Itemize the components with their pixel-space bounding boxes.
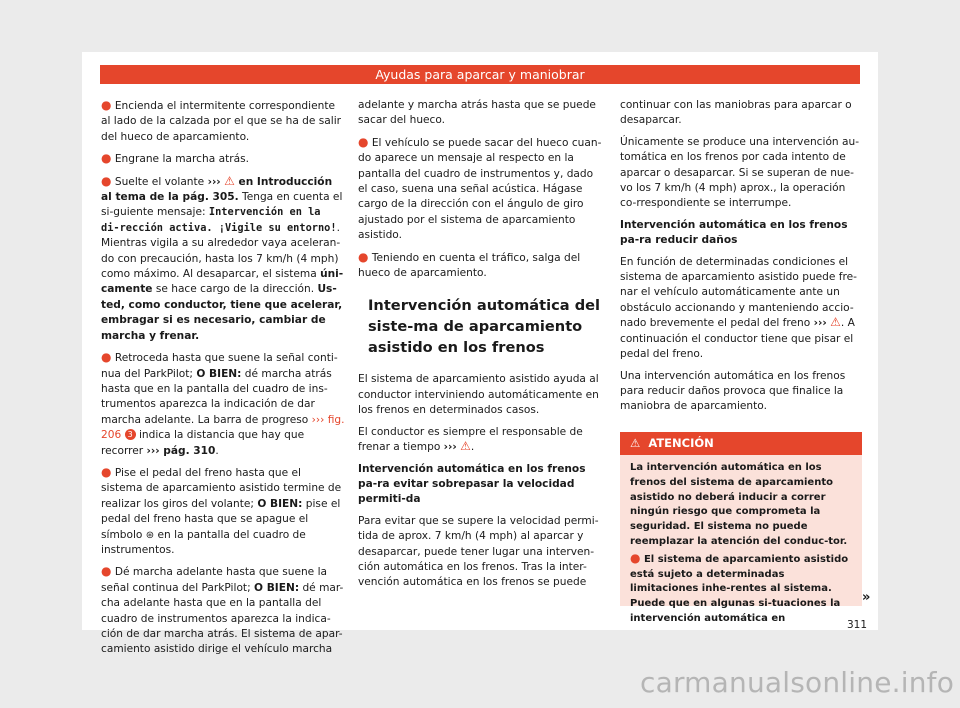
paragraph: El conductor es siempre el responsable de frenar a tiempo ››› ⚠. xyxy=(358,425,583,454)
page-reference[interactable]: ››› pág. 310 xyxy=(146,444,216,457)
attention-paragraph: La intervención automática en los frenos del sistema de aparcamiento asistido no deberá inducir a correr ningún riesgo que comprometa la seguridad. El sistema no puede reemplazar la atención del conduc-tor. xyxy=(630,462,848,547)
steering-assist-symbol-icon: ⊛ xyxy=(145,529,155,541)
callout-number: 3 xyxy=(125,429,136,440)
bullet-icon: ● xyxy=(630,550,641,565)
cross-reference[interactable]: ››› xyxy=(813,317,827,330)
header-title: Ayudas para aparcar y maniobrar xyxy=(375,67,585,82)
cross-reference-text[interactable]: en Introducción al tema de la pág. 305. xyxy=(101,175,333,204)
cross-reference[interactable]: ››› xyxy=(443,441,457,454)
attention-title: ATENCIÓN xyxy=(648,436,714,450)
paragraph: Únicamente se produce una intervención au-tomática en los frenos por cada intento de aparcar o desaparcar. Si se superan de nue-vo los 7 km/h (4 mph) aprox., la operación co-rrespondiente se interrumpe. xyxy=(620,135,860,210)
display-message: Intervención en la di-rección activa. ¡Vigile su entorno! xyxy=(101,206,337,234)
attention-box xyxy=(620,432,862,624)
bullet-paragraph: ● Teniendo en cuenta el tráfico, salga del hueco de aparcamiento. xyxy=(358,249,581,280)
figure-reference[interactable]: ››› fig. 206 xyxy=(101,413,345,442)
bullet-icon: ● xyxy=(101,98,112,112)
bullet-icon: ● xyxy=(101,564,112,579)
paragraph: En función de determinadas condiciones el sistema de aparcamiento asistido puede fre-nar el vehículo automáticamente ante un obstáculo accionando y manteniendo accio-nado brevemente el pedal del freno ››› ⚠. A continuación el conductor tiene que pisar el pedal del freno. xyxy=(620,255,857,361)
column-2 xyxy=(358,98,602,597)
paragraph: continuar con las maniobras para aparcar o desaparcar. xyxy=(620,99,852,127)
section-heading: Intervención automática del siste-ma de aparcamiento asistido en los frenos xyxy=(368,297,601,357)
bullet-paragraph: ● Suelte el volante ››› ⚠ en Introducción al tema de la pág. 305. Tenga en cuenta el si-guiente mensaje: Intervención en la di-rección activa. ¡Vigile su entorno!. Mientras vigila a su alrededor vaya aceleran-do con precaución, hasta los 7 km/h (4 mph) como máximo. Al desaparcar, el sistema úni-camente se hace cargo de la dirección. Us-ted, como conductor, tiene que acelerar, embragar si es necesario, cambiar de marcha y frenar. xyxy=(101,173,344,342)
bullet-paragraph: ● Pise el pedal del freno hasta que el sistema de aparcamiento asistido termine de realizar los giros del volante; O BIEN: pise el pedal del freno hasta que se apague el símbolo ⊛ en la pantalla del cuadro de instrumentos. xyxy=(101,464,342,556)
paragraph: Para evitar que se supere la velocidad permi-tida de aprox. 7 km/h (4 mph) al aparcar y desaparcar, puede tener lugar una interven-ción automática en los frenos. Tras la inter-vención automática en los frenos se puede xyxy=(358,514,599,589)
bullet-icon: ● xyxy=(101,350,112,365)
bullet-icon: ● xyxy=(358,249,369,264)
bullet-icon: ● xyxy=(358,134,369,149)
warning-triangle-icon: ⚠ xyxy=(830,315,841,330)
warning-triangle-icon: ⚠ xyxy=(460,439,471,454)
bullet-icon: ● xyxy=(101,151,112,166)
bullet-icon: ● xyxy=(101,173,112,188)
warning-triangle-icon: ⚠ xyxy=(630,436,641,450)
column-1 xyxy=(101,98,345,658)
bullet-paragraph: ● Engrane la marcha atrás. xyxy=(101,151,249,166)
subheading: Intervención automática en los frenos pa-ra evitar sobrepasar la velocidad permiti-da xyxy=(358,462,586,506)
continue-mark: » xyxy=(862,590,871,605)
bullet-paragraph: ● El vehículo se puede sacar del hueco cuan-do aparece un mensaje al respecto en la pantalla del cuadro de instrumentos y, dado el caso, suena una señal acústica. Hágase cargo de la dirección con el ángulo de giro ajustado por el sistema de aparcamiento asistido. xyxy=(358,134,602,242)
bullet-paragraph: ● Encienda el intermitente correspondiente al lado de la calzada por el que se ha de salir del hueco de aparcamiento. xyxy=(101,98,342,143)
watermark: carmanualsonline.info xyxy=(640,666,955,699)
attention-body xyxy=(620,455,862,627)
bullet-icon: ● xyxy=(101,464,112,479)
cross-reference[interactable]: ››› xyxy=(207,175,221,188)
warning-triangle-icon: ⚠ xyxy=(224,173,235,188)
attention-header xyxy=(620,432,862,455)
column-3 xyxy=(620,98,864,421)
page-header xyxy=(100,65,860,84)
paragraph: El sistema de aparcamiento asistido ayuda al conductor interviniendo automáticamente en los frenos en determinados casos. xyxy=(358,373,599,417)
page-number: 311 xyxy=(847,619,868,631)
paragraph: adelante y marcha atrás hasta que se puede sacar del hueco. xyxy=(358,99,596,127)
paragraph: Una intervención automática en los frenos para reducir daños provoca que finalice la maniobra de aparcamiento. xyxy=(620,369,846,413)
bullet-paragraph: ● Dé marcha adelante hasta que suene la señal continua del ParkPilot; O BIEN: dé mar-cha adelante hasta que en la pantalla del cuadro de instrumentos aparezca la indica-ción de dar marcha atrás. El sistema de apar-camiento asistido dirige el vehículo marcha xyxy=(101,564,344,656)
subheading: Intervención automática en los frenos pa-ra reducir daños xyxy=(620,218,848,247)
bullet-paragraph: ● Retroceda hasta que suene la señal conti-nua del ParkPilot; O BIEN: dé marcha atrás hasta que en la pantalla del cuadro de ins-trumentos aparezca la indicación de dar marcha adelante. La barra de progreso ››› fig. 206 3 indica la distancia que hay que recorrer ››› pág. 310. xyxy=(101,350,345,457)
attention-bullet: ● El sistema de aparcamiento asistido está sujeto a determinadas limitaciones inhe-rentes al sistema. Puede que en algunas si-tuaciones la intervención automática en xyxy=(630,550,849,624)
